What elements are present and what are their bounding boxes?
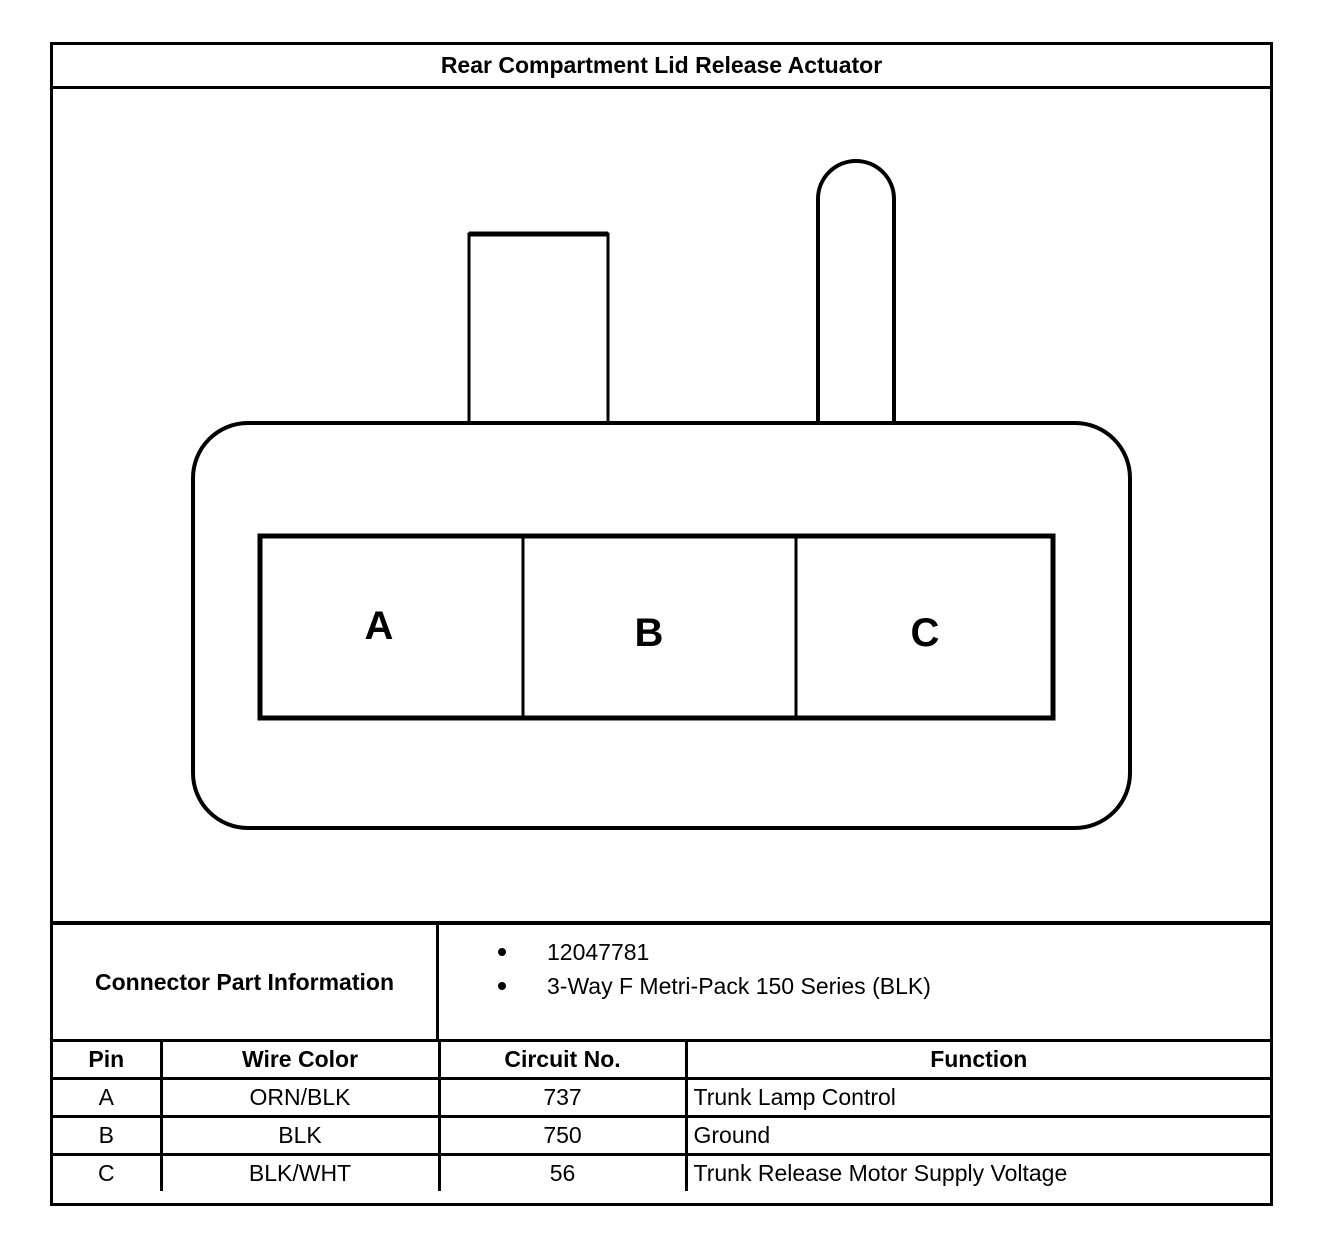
pin-table bbox=[53, 1039, 1270, 1191]
cavity-label-c: C bbox=[910, 611, 940, 655]
cell-circuit: 737 bbox=[439, 1079, 686, 1117]
part-number: 12047781 bbox=[547, 938, 650, 965]
list-item bbox=[439, 935, 1270, 969]
cell-wire-color: BLK/WHT bbox=[161, 1155, 439, 1192]
bullet-icon bbox=[498, 982, 506, 990]
cell-pin: A bbox=[53, 1079, 161, 1117]
header-circuit: Circuit No. bbox=[439, 1041, 686, 1079]
connector-part-info bbox=[53, 921, 1270, 1039]
key-post bbox=[818, 161, 894, 423]
bullet-icon bbox=[498, 948, 506, 956]
cell-pin: C bbox=[53, 1155, 161, 1192]
part-info-label: Connector Part Information bbox=[53, 925, 439, 1039]
part-info-list bbox=[439, 925, 1270, 1049]
connector-sheet bbox=[50, 42, 1273, 1206]
table-row bbox=[53, 1079, 1270, 1117]
part-description: 3-Way F Metri-Pack 150 Series (BLK) bbox=[547, 972, 931, 999]
header-wire-color: Wire Color bbox=[161, 1041, 439, 1079]
cell-circuit: 56 bbox=[439, 1155, 686, 1192]
table-row bbox=[53, 1117, 1270, 1155]
cell-wire-color: BLK bbox=[161, 1117, 439, 1155]
header-function: Function bbox=[686, 1041, 1270, 1079]
table-row bbox=[53, 1155, 1270, 1192]
cell-function: Ground bbox=[686, 1117, 1270, 1155]
cell-function: Trunk Release Motor Supply Voltage bbox=[686, 1155, 1270, 1192]
table-header-row bbox=[53, 1041, 1270, 1079]
list-item bbox=[439, 969, 1270, 1003]
connector-diagram bbox=[53, 89, 1270, 921]
page-title: Rear Compartment Lid Release Actuator bbox=[53, 45, 1270, 89]
cell-wire-color: ORN/BLK bbox=[161, 1079, 439, 1117]
cell-function: Trunk Lamp Control bbox=[686, 1079, 1270, 1117]
header-pin: Pin bbox=[53, 1041, 161, 1079]
cavity-label-b: B bbox=[634, 611, 664, 655]
cell-circuit: 750 bbox=[439, 1117, 686, 1155]
cavity-label-a: A bbox=[364, 604, 394, 648]
locking-tab bbox=[469, 234, 608, 423]
cell-pin: B bbox=[53, 1117, 161, 1155]
